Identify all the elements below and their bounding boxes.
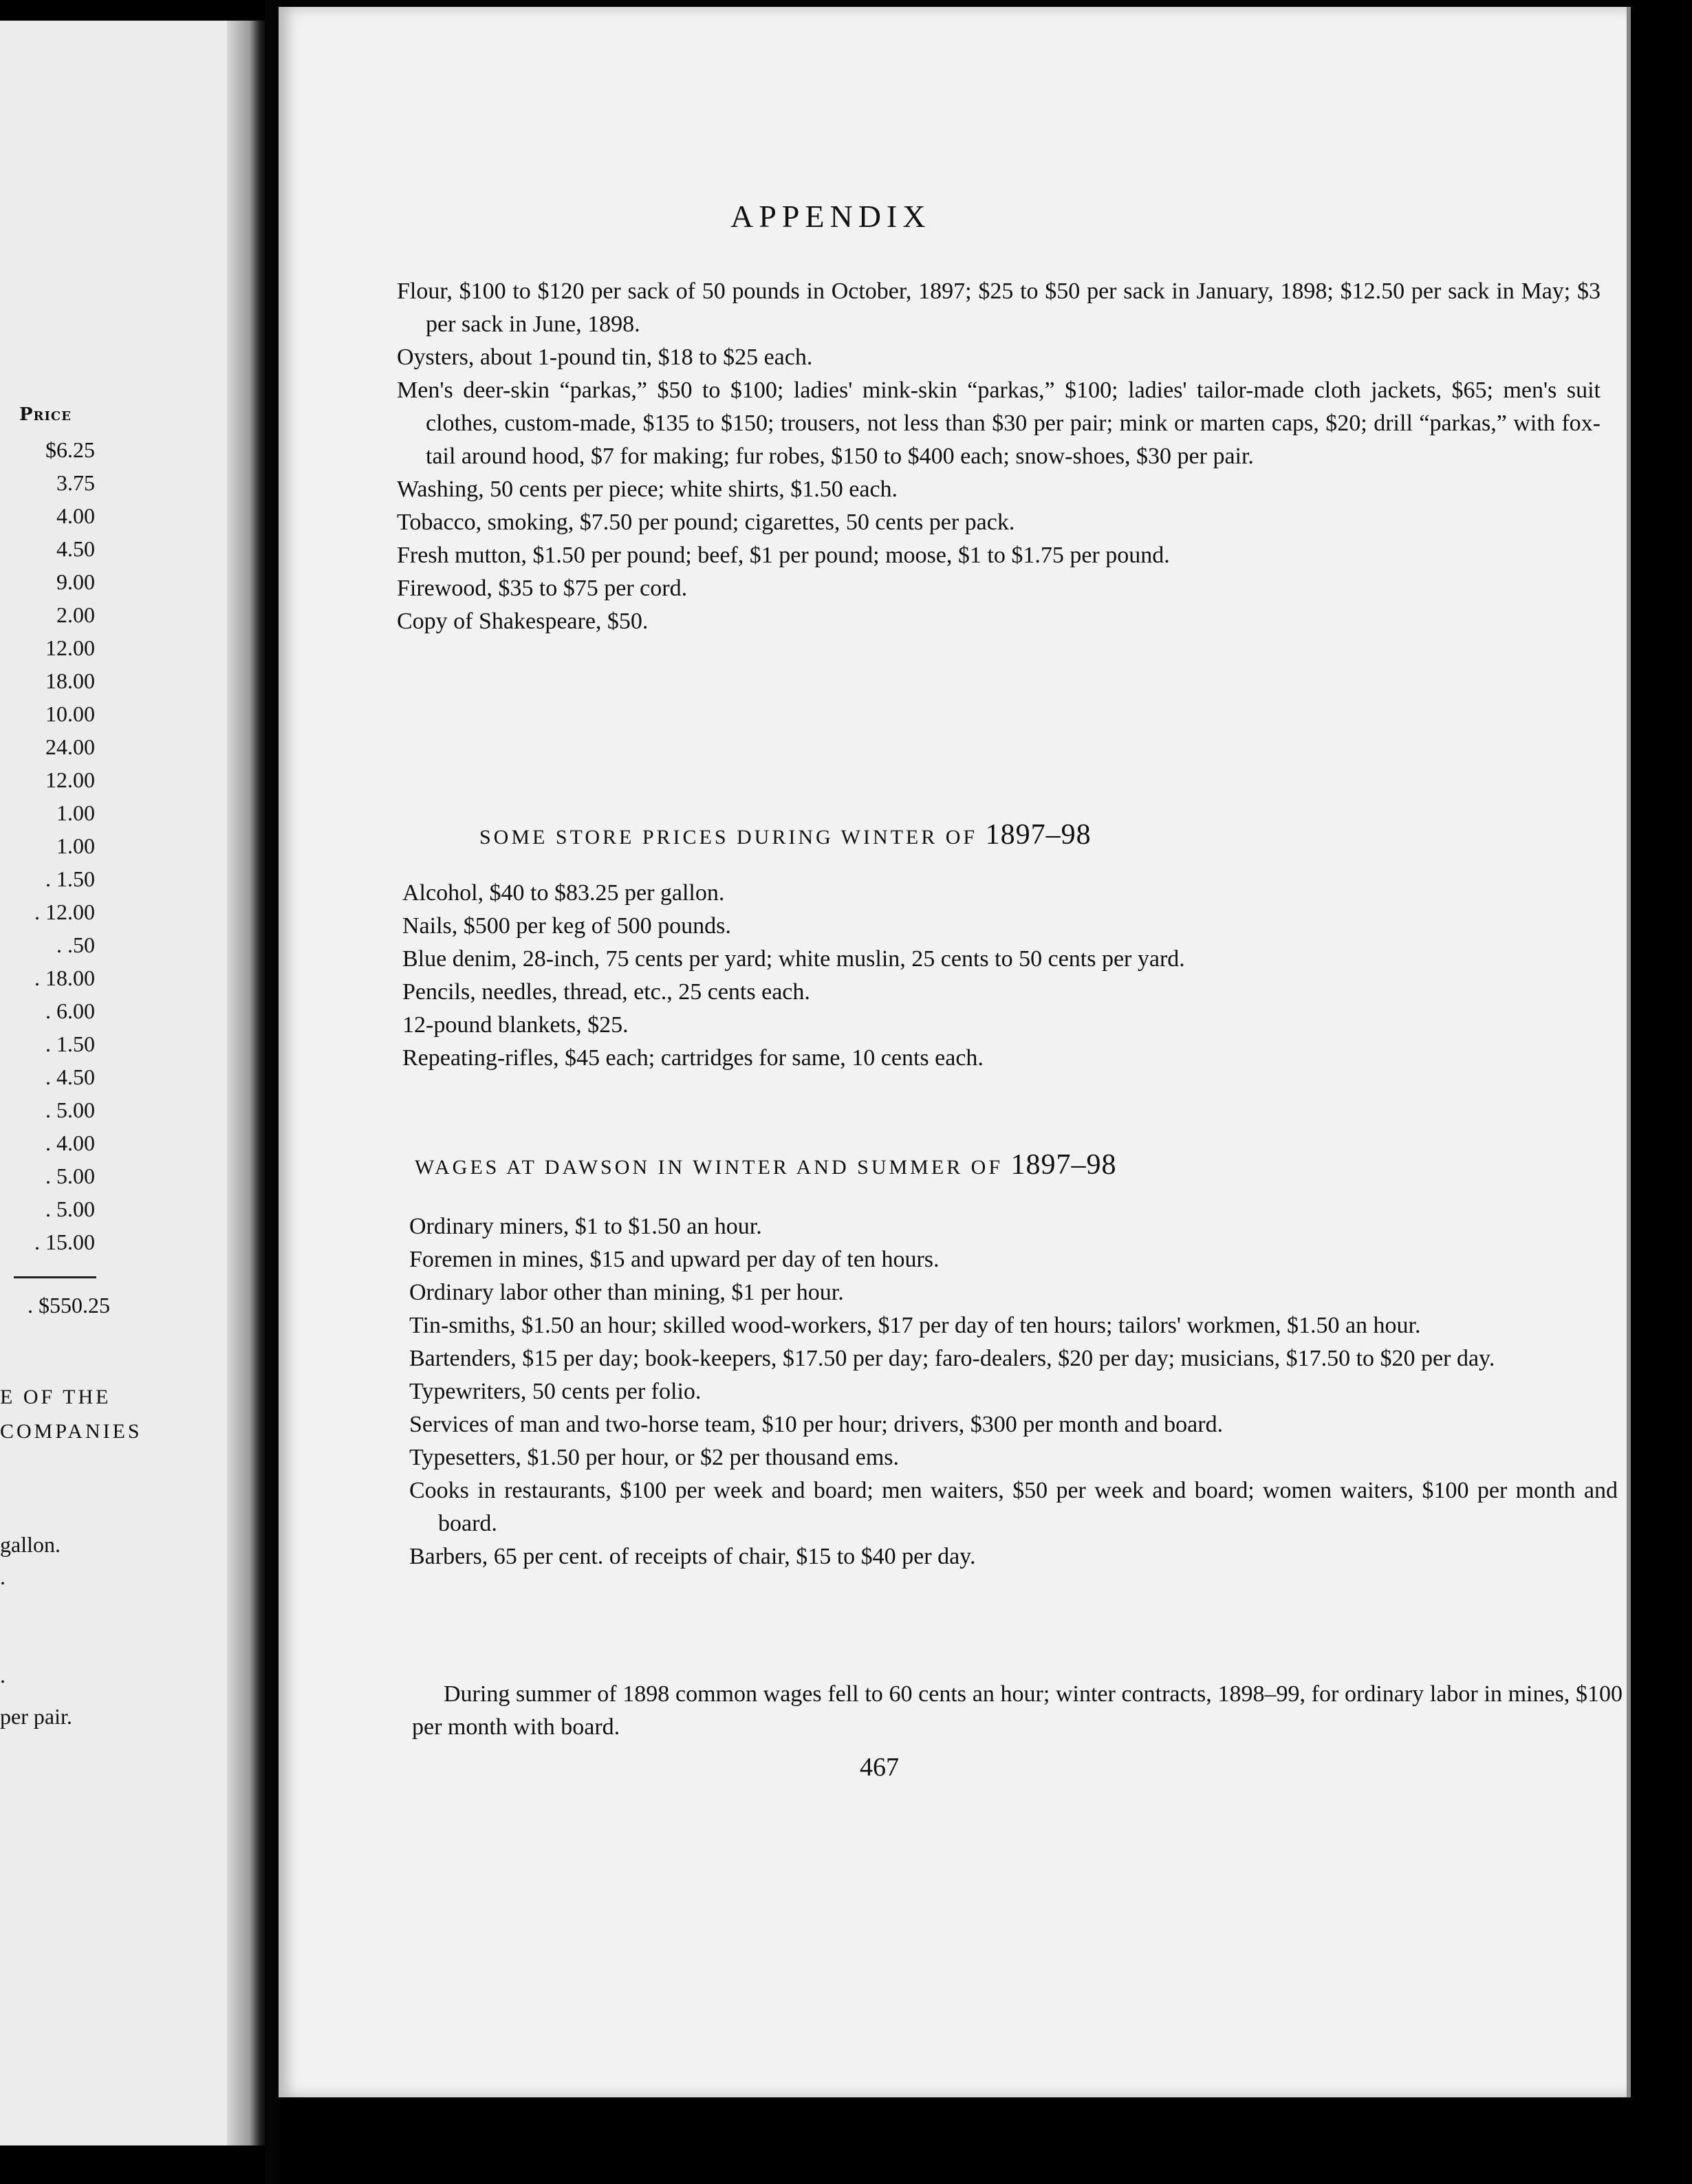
left-fragment-heading-2: COMPANIES	[0, 1420, 142, 1443]
book-spine	[265, 0, 280, 2184]
list-item: Nails, $500 per keg of 500 pounds.	[402, 913, 731, 939]
list-item: Washing, 50 cents per piece; white shirts, $1.50 each.	[397, 477, 898, 502]
list-item: Oysters, about 1-pound tin, $18 to $25 each.	[397, 345, 813, 370]
list-item: Firewood, $35 to $75 per cord.	[397, 576, 688, 601]
price-row: 18.00	[45, 668, 95, 693]
left-fragment-line-4: per pair.	[0, 1704, 72, 1729]
price-row: 24.00	[45, 734, 95, 759]
list-item: Foremen in mines, $15 and upward per day of ten hours.	[409, 1247, 940, 1272]
right-page-edge	[1627, 7, 1631, 2097]
section-heading-store-prices	[479, 818, 1092, 851]
price-row: 12.00	[45, 767, 95, 792]
price-row: 10.00	[45, 701, 95, 726]
left-page-gutter	[227, 21, 268, 2145]
price-row: . 5.00	[45, 1197, 95, 1221]
wages-block	[409, 1210, 1618, 1573]
price-row: . 4.00	[45, 1131, 95, 1155]
price-row: . 5.00	[45, 1098, 95, 1122]
price-row: 12.00	[45, 635, 95, 660]
left-fragment-heading-1: E OF THE	[0, 1386, 111, 1408]
price-row: 4.00	[56, 503, 95, 528]
price-row: 1.00	[56, 833, 95, 858]
list-item: Blue denim, 28-inch, 75 cents per yard; white muslin, 25 cents to 50 cents per yard.	[402, 946, 1185, 972]
list-item: Typesetters, $1.50 per hour, or $2 per thousand ems.	[409, 1445, 899, 1470]
list-item: Fresh mutton, $1.50 per pound; beef, $1 per pound; moose, $1 to $1.75 per pound.	[397, 543, 1170, 568]
list-item: Barbers, 65 per cent. of receipts of chair, $15 to $40 per day.	[409, 1544, 976, 1569]
price-row: 4.50	[56, 536, 95, 561]
store-prices-block	[402, 877, 1601, 1075]
price-row: . 5.00	[45, 1164, 95, 1188]
price-row: . 1.50	[45, 1031, 95, 1056]
list-item: Typewriters, 50 cents per folio.	[409, 1379, 702, 1404]
price-row: 9.00	[56, 569, 95, 594]
price-row: $6.25	[45, 437, 95, 462]
list-item: Services of man and two-horse team, $10 per hour; drivers, $300 per month and board.	[409, 1412, 1224, 1437]
section-heading-text: SOME STORE PRICES DURING WINTER OF	[479, 826, 978, 849]
price-row: 1.00	[56, 800, 95, 825]
right-page	[279, 7, 1630, 2097]
list-item: Ordinary miners, $1 to $1.50 an hour.	[409, 1214, 762, 1239]
price-row: . 15.00	[34, 1230, 95, 1254]
left-fragment-line-2: .	[0, 1564, 6, 1589]
list-item: Flour, $100 to $120 per sack of 50 pounds in October, 1897; $25 to $50 per sack in January, 1898; $12.50 per sack in May; $3 per sack in June, 1898.	[397, 279, 1601, 337]
price-row: . 18.00	[34, 965, 95, 990]
list-item: Cooks in restaurants, $100 per week and board; men waiters, $50 per week and board; women waiters, $100 per month and board.	[409, 1478, 1618, 1536]
list-item: Copy of Shakespeare, $50.	[397, 609, 649, 634]
left-page	[0, 21, 254, 2145]
price-row: . .50	[56, 932, 95, 957]
total-rule	[14, 1276, 96, 1278]
price-column-header: Price	[19, 404, 72, 425]
list-item: Pencils, needles, thread, etc., 25 cents each.	[402, 979, 810, 1005]
price-total: . $550.25	[28, 1293, 110, 1318]
price-row: 2.00	[56, 602, 95, 627]
left-fragment-line-3: .	[0, 1663, 6, 1688]
section-heading-year: 1897–98	[1010, 1149, 1117, 1181]
section-heading-wages	[415, 1148, 1117, 1181]
list-item: Tin-smiths, $1.50 an hour; skilled wood-workers, $17 per day of ten hours; tailors' workmen, $1.50 an hour.	[409, 1313, 1421, 1338]
price-row: 3.75	[56, 470, 95, 495]
section-heading-year: 1897–98	[985, 819, 1092, 851]
page-number: 467	[860, 1753, 899, 1782]
list-item: Alcohol, $40 to $83.25 per gallon.	[402, 880, 725, 906]
list-item: Bartenders, $15 per day; book-keepers, $17.50 per day; faro-dealers, $20 per day; musicians, $17.50 to $20 per day.	[409, 1346, 1495, 1371]
left-fragment-line-1: gallon.	[0, 1532, 61, 1557]
page-title: APPENDIX	[730, 199, 931, 234]
price-list-block-1	[397, 275, 1601, 638]
list-item: Tobacco, smoking, $7.50 per pound; cigarettes, 50 cents per pack.	[397, 510, 1015, 535]
list-item: Men's deer-skin “parkas,” $50 to $100; ladies' mink-skin “parkas,” $100; ladies' tailor-made cloth jackets, $65; men's suit clothes, custom-made, $135 to $150; trousers, not less than $30 per pair; mink or marten caps, $20; drill “parkas,” with fox-tail around hood, $7 for making; fur robes, $150 to $400 each; snow-shoes, $30 per pair.	[397, 378, 1601, 469]
price-row: . 4.50	[45, 1064, 95, 1089]
price-row: . 1.50	[45, 866, 95, 891]
closing-paragraph: During summer of 1898 common wages fell to 60 cents an hour; winter contracts, 1898–99, for ordinary labor in mines, $100 per month with board.	[412, 1681, 1623, 1740]
list-item: Repeating-rifles, $45 each; cartridges for same, 10 cents each.	[402, 1045, 984, 1071]
price-row: . 6.00	[45, 998, 95, 1023]
list-item: 12-pound blankets, $25.	[402, 1012, 629, 1038]
list-item: Ordinary labor other than mining, $1 per hour.	[409, 1280, 844, 1305]
price-row: . 12.00	[34, 899, 95, 924]
section-heading-text: WAGES AT DAWSON IN WINTER AND SUMMER OF	[415, 1156, 1004, 1179]
